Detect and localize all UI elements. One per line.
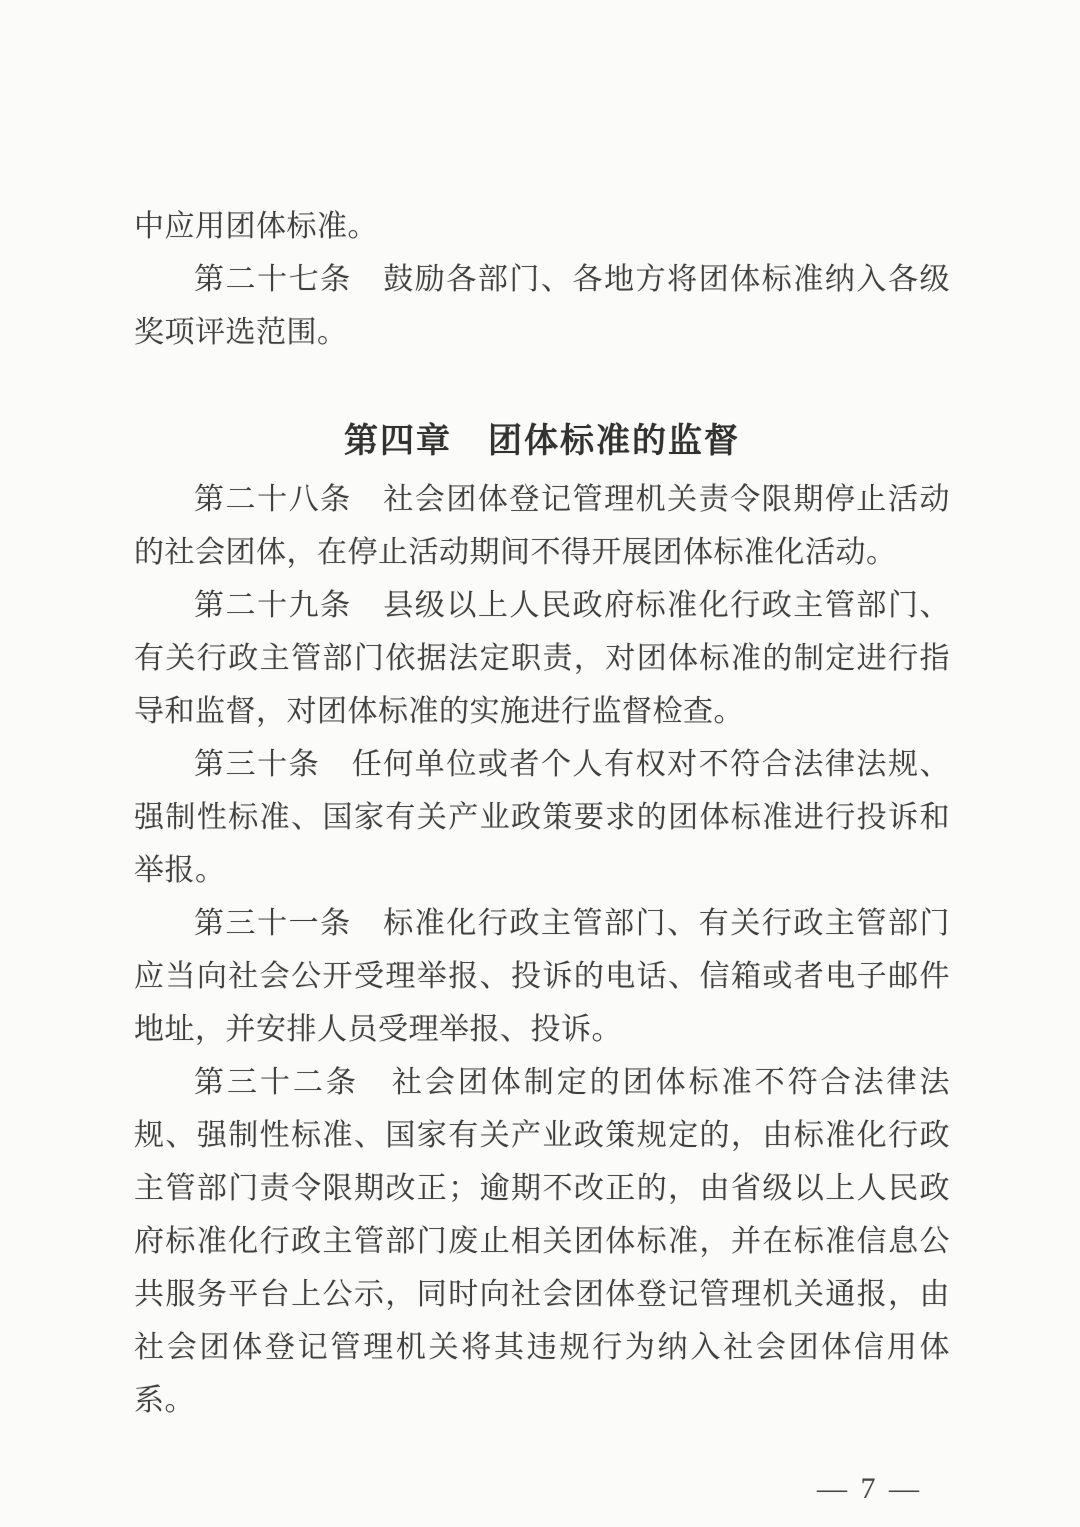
document-body [134, 200, 950, 359]
article-27-paragraph: 第二十七条 鼓励各部门、各地方将团体标准纳入各级奖项评选范围。 [134, 263, 950, 349]
article-28-paragraph: 第二十八条 社会团体登记管理机关责令限期停止活动的社会团体，在停止活动期间不得开展团体标准化活动。 [134, 483, 950, 569]
chapter-4-heading: 第四章 团体标准的监督 [344, 422, 740, 460]
article-30-paragraph: 第三十条 任何单位或者个人有权对不符合法律法规、强制性标准、国家有关产业政策要求的团体标准进行投诉和举报。 [134, 748, 950, 887]
article-32-paragraph: 第三十二条 社会团体制定的团体标准不符合法律法规、强制性标准、国家有关产业政策规定的，由标准化行政主管部门责令限期改正；逾期不改正的，由省级以上人民政府标准化行政主管部门废止相关团体标准，并在标准信息公共服务平台上公示，同时向社会团体登记管理机关通报，由社会团体登记管理机关将其违规行为纳入社会团体信用体系。 [134, 1066, 950, 1417]
article-29-paragraph: 第二十九条 县级以上人民政府标准化行政主管部门、有关行政主管部门依据法定职责，对团体标准的制定进行指导和监督，对团体标准的实施进行监督检查。 [134, 589, 950, 728]
continuation-paragraph: 中应用团体标准。 [134, 210, 378, 243]
page-number: — 7 — [817, 1472, 922, 1505]
article-31-paragraph: 第三十一条 标准化行政主管部门、有关行政主管部门应当向社会公开受理举报、投诉的电话、信箱或者电子邮件地址，并安排人员受理举报、投诉。 [134, 907, 950, 1046]
chapter-4-body [134, 473, 950, 1427]
